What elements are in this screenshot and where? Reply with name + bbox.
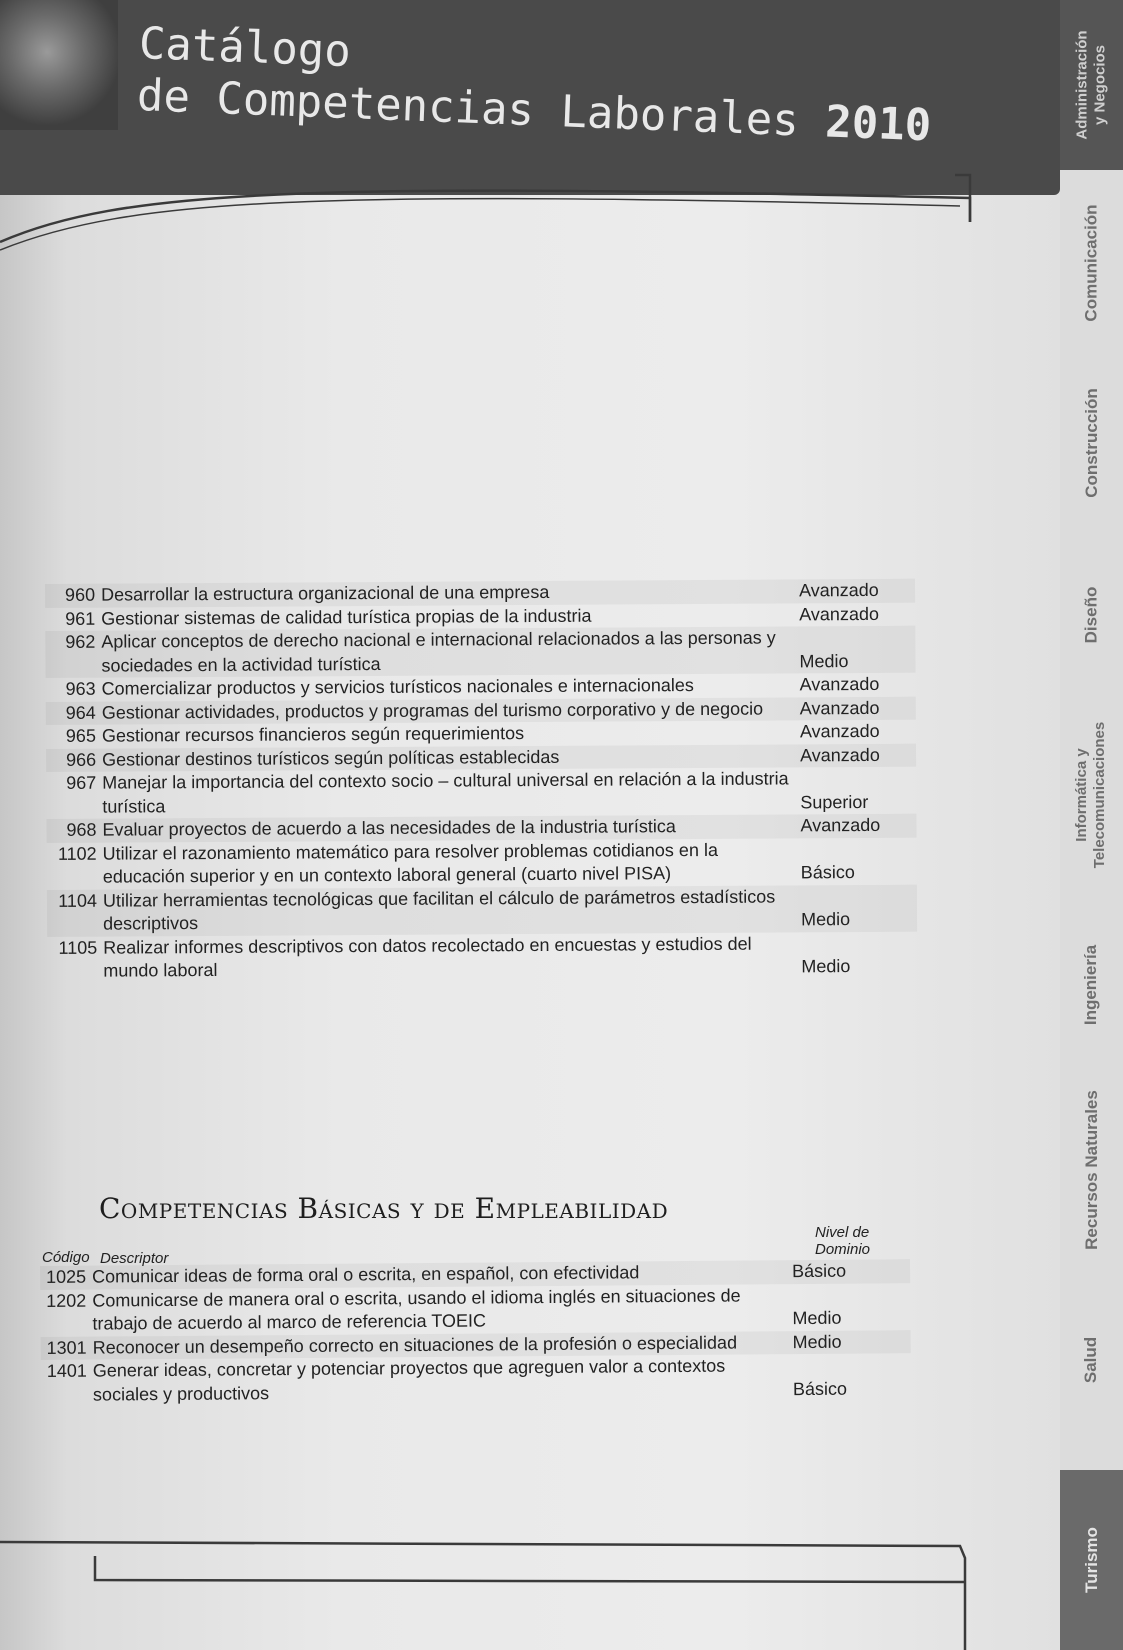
row-code: 966 [65,749,97,770]
side-tab-label: Recursos Naturales [1081,1090,1101,1250]
table-row [47,837,917,889]
row-descriptor: Gestionar actividades, productos y programas del turismo corporativo y de negocio [101,698,764,723]
section-title: Competencias Básicas y de Empleabilidad [99,1192,669,1225]
side-tab-7[interactable] [1060,1075,1123,1265]
row-level: Avanzado [799,720,880,742]
row-code: 1104 [58,890,97,911]
row-code: 1102 [57,843,97,864]
row-code: 965 [65,725,96,746]
row-code: 967 [66,772,97,793]
side-tab-label: Ingeniería [1081,944,1101,1026]
row-code: 1025 [45,1266,87,1287]
side-tab-label: Turismo [1081,1527,1101,1593]
row-descriptor: Evaluar proyectos de acuerdo a las necesidades de la industria turística [102,816,676,840]
row-descriptor: Realizar informes descriptivos con datos recolectado en encuestas y estudios del mundo laboral [103,933,752,981]
side-tab-3[interactable] [1060,355,1123,530]
header-landscape-image [0,0,118,130]
row-descriptor: Desarrollar la estructura organizacional de una empresa [101,581,550,605]
basic-competency-table [40,1259,911,1407]
side-tab-6[interactable] [1060,900,1123,1070]
table-row [40,1283,910,1337]
title-line-2: de Competencias Laborales [136,69,800,147]
row-level: Básico [792,1378,848,1399]
row-level: Medio [792,1331,842,1352]
row-level: Avanzado [798,579,879,601]
row-level: Básico [791,1260,847,1282]
row-level: Avanzado [800,814,881,836]
row-descriptor: Gestionar destinos turísticos según políticas establecidas [102,746,560,770]
row-descriptor: Comunicarse de manera oral o escrita, usando el idioma inglés en situaciones de trabajo de acuerdo al marco de referencia TOEIC [92,1284,741,1334]
row-level: Superior [800,791,869,812]
side-tab-2[interactable] [1060,175,1123,350]
row-code: 962 [65,631,96,652]
row-code: 963 [65,678,96,699]
side-tab-label: Administración y Negocios [1073,30,1109,140]
row-level: Avanzado [799,697,880,718]
side-tab-label: Diseño [1081,586,1101,644]
row-code: 1301 [46,1337,87,1358]
side-tab-1[interactable] [1060,0,1123,170]
page-title [136,18,934,152]
row-level: Medio [801,909,851,930]
row-level: Medio [792,1307,842,1329]
row-descriptor: Comunicar ideas de forma oral o escrita, en español, con efectividad [92,1262,640,1287]
row-code: 1202 [46,1290,87,1311]
row-code: 964 [65,702,96,723]
row-descriptor: Comercializar productos y servicios turísticos nacionales e internacionales [101,675,694,699]
side-tab-8[interactable] [1060,1270,1123,1450]
table-row [41,1353,911,1407]
side-tab-9[interactable] [1060,1470,1123,1650]
title-line-1: Catálogo [138,18,352,78]
row-level: Avanzado [799,603,879,624]
row-code: 1105 [58,937,98,958]
row-descriptor: Manejar la importancia del contexto socio – cultural universal en relación a la industria turística [102,768,789,817]
row-level: Básico [800,862,855,883]
header-band [0,0,1060,195]
title-year: 2010 [824,96,933,152]
row-descriptor: Gestionar recursos financieros según requerimientos [101,723,525,746]
table-row [47,884,917,936]
side-tab-4[interactable] [1060,540,1123,690]
row-level: Avanzado [799,744,880,765]
table-row [46,767,916,819]
side-tab-label: Construcción [1081,387,1101,498]
row-descriptor: Generar ideas, concretar y potenciar proyectos que agreguen valor a contextos sociales y productivos [92,1355,726,1405]
top-frame-decoration [0,170,975,290]
row-descriptor: Utilizar herramientas tecnológicas que facilitan el cálculo de parámetros estadísticos descriptivos [102,886,776,934]
side-tab-label: Salud [1081,1336,1101,1384]
row-code: 961 [65,608,96,629]
table-row [45,626,915,678]
bottom-frame-decoration [0,1530,975,1650]
row-level: Medio [801,956,851,977]
side-tab-label: Comunicación [1081,203,1101,322]
row-level: Medio [799,650,849,671]
competency-table [45,579,917,984]
column-header-descriptor: Descriptor [100,1250,169,1267]
row-level: Avanzado [799,673,880,695]
row-code: 1401 [46,1360,87,1381]
table-row [47,931,917,983]
column-header-level: Nivel de Dominio [815,1224,871,1258]
row-code: 968 [66,819,97,840]
side-tab-label: Informática y Telecomunicaciones [1073,721,1109,869]
column-header-code: Código [42,1249,90,1266]
row-code: 960 [64,584,96,605]
row-descriptor: Reconocer un desempeño correcto en situaciones de la profesión o especialidad [92,1332,738,1358]
category-side-tabs [1060,0,1123,1650]
row-descriptor: Utilizar el razonamiento matemático para resolver problemas cotidianos en la educación superior y en un contexto laboral general (cuarto nivel PISA) [102,839,718,887]
row-descriptor: Aplicar conceptos de derecho nacional e internacional relacionados a las personas y sociedades en la actividad turística [101,627,776,676]
row-descriptor: Gestionar sistemas de calidad turística propias de la industria [101,605,592,629]
side-tab-5[interactable] [1060,700,1123,890]
